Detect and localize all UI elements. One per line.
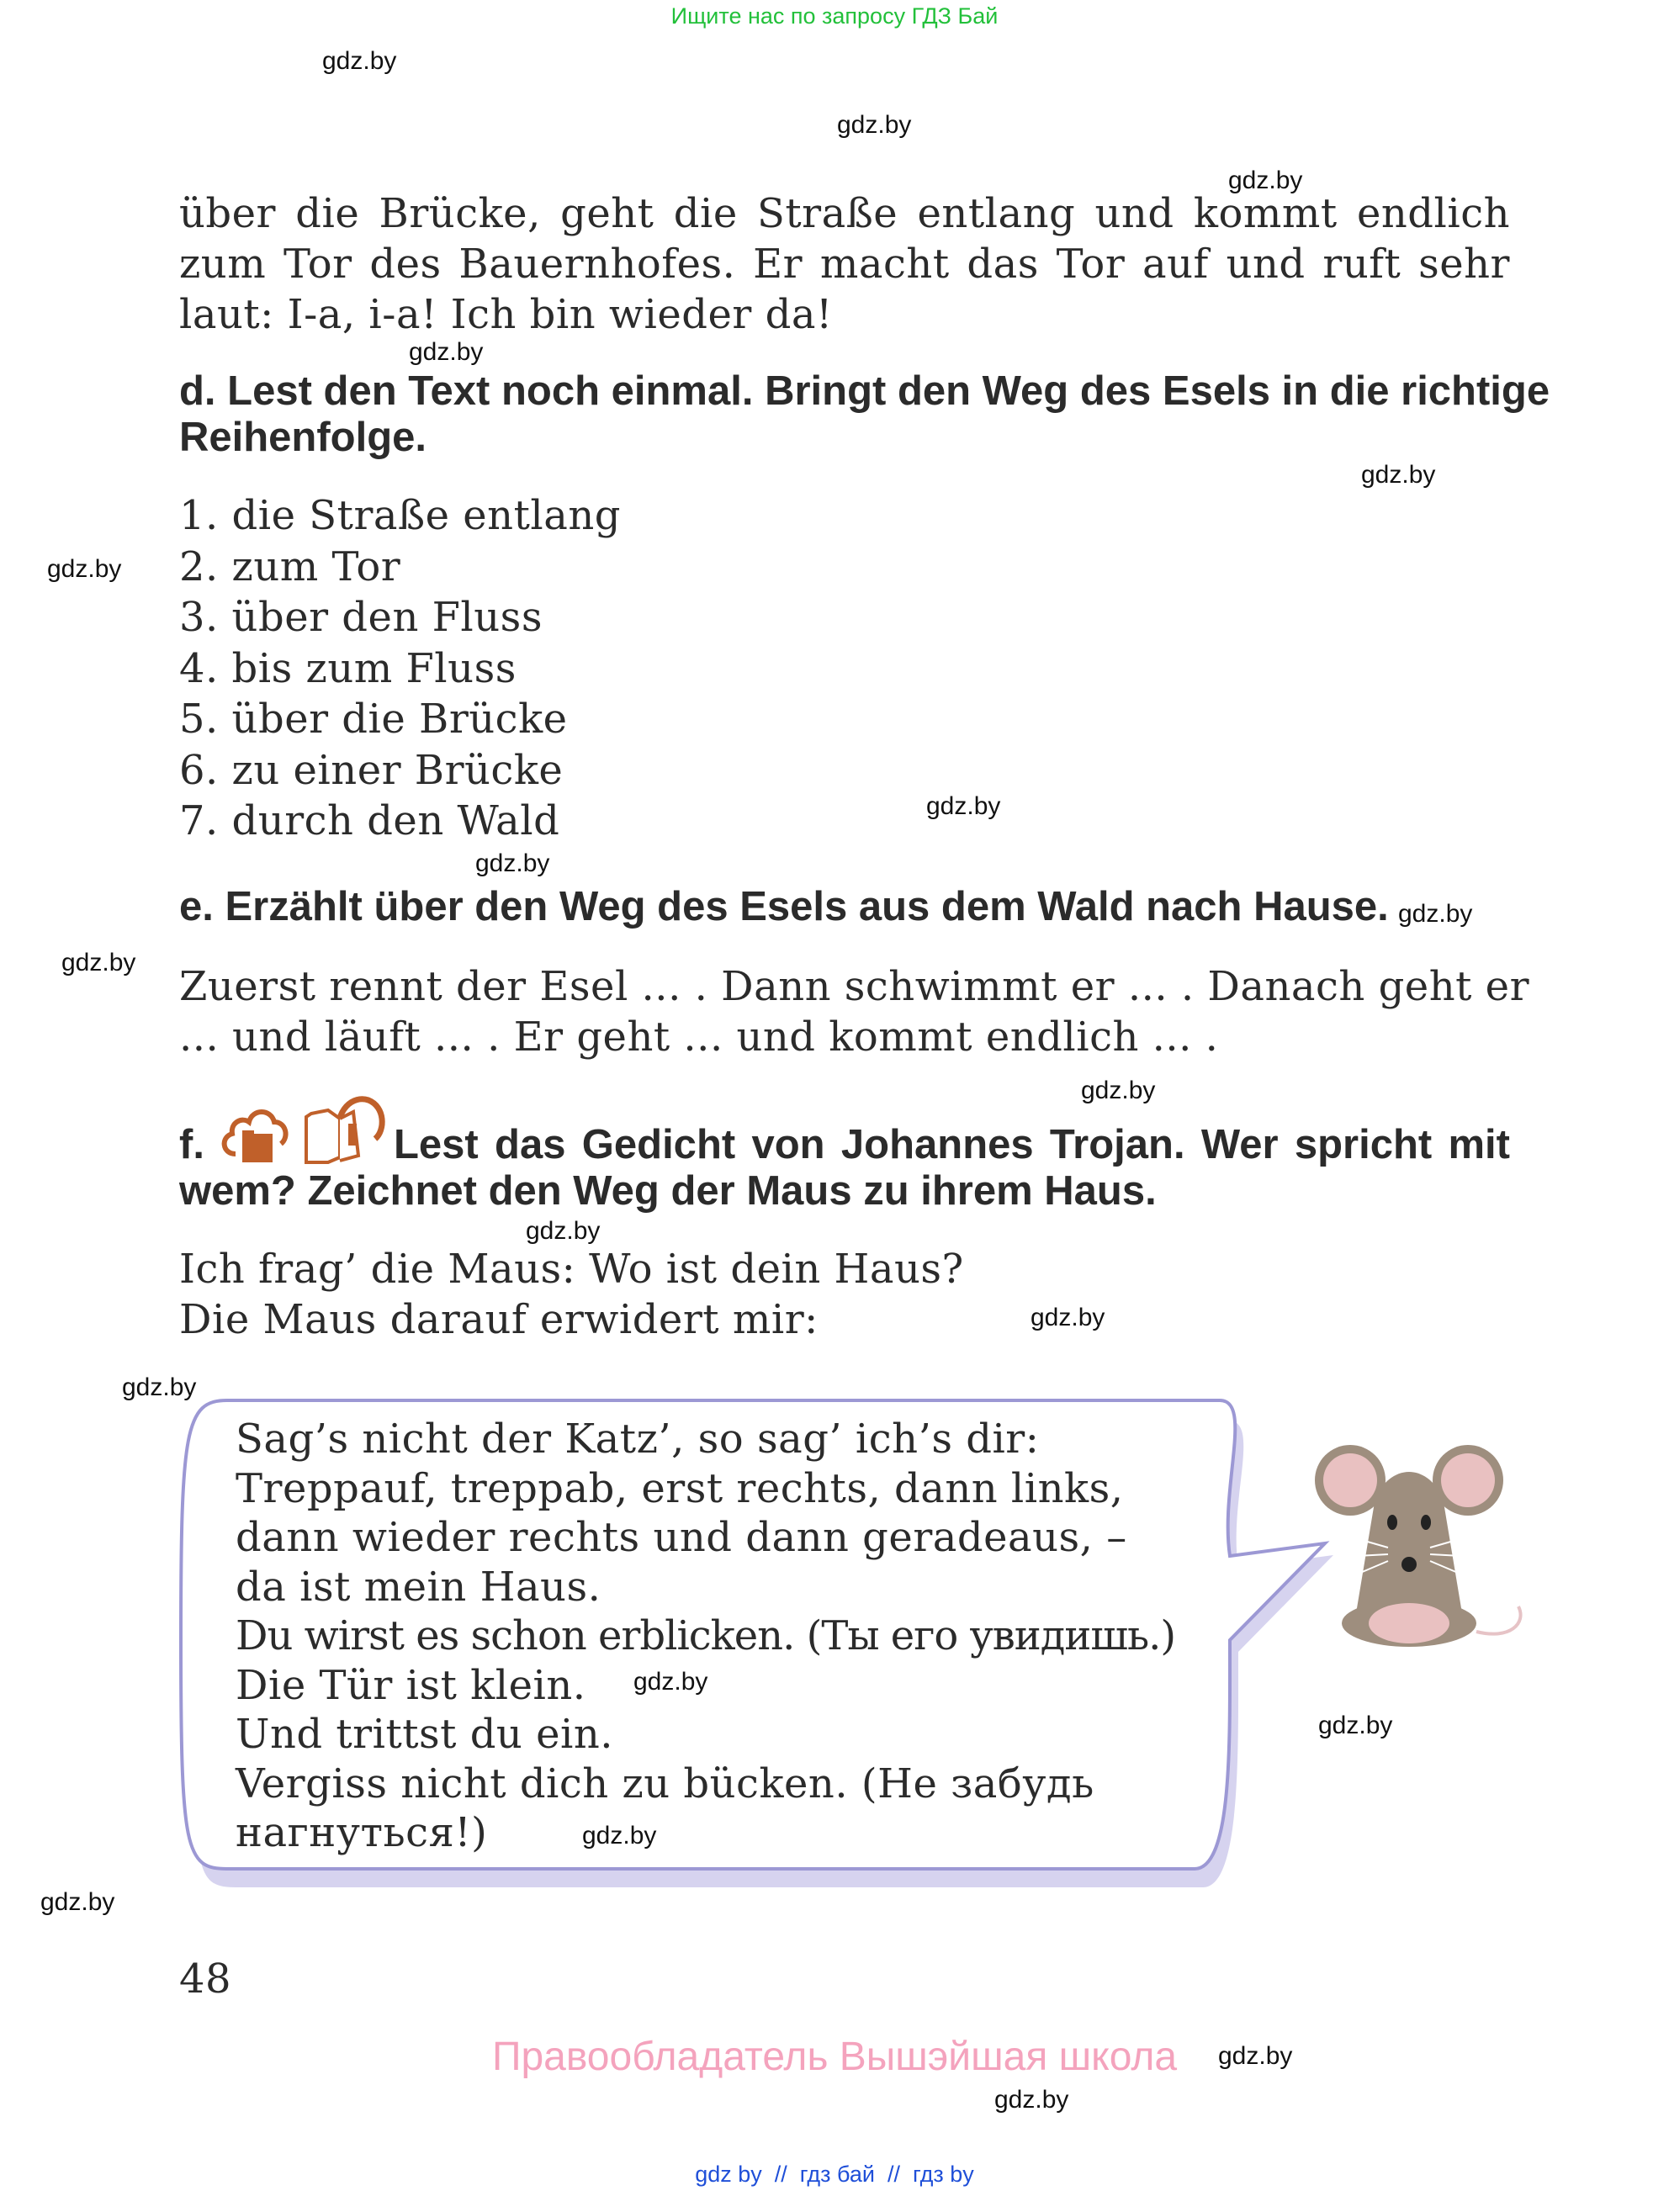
watermark: gdz.by [322, 47, 397, 75]
watermark: gdz.by [994, 2086, 1069, 2114]
watermark: gdz.by [926, 792, 1001, 820]
bubble-line: нагнуться!) [236, 1809, 488, 1856]
list-item: 4. bis zum Fluss [179, 644, 517, 692]
footer-links[interactable]: gdz by // гдз бай // гдз by [695, 2162, 974, 2187]
bubble-line: Die Tür ist klein. [236, 1661, 586, 1709]
watermark: gdz.by [1228, 167, 1303, 194]
mouse-illustration [1308, 1430, 1535, 1657]
task-e-line: ... und läuft ... . Er geht ... und kommt endlich ... . [179, 1013, 1219, 1061]
watermark: gdz.by [122, 1373, 197, 1401]
intro-line: laut: I-a, i-a! Ich bin wieder da! [179, 291, 833, 338]
task-f-line2: wem? Zeichnet den Weg der Maus zu ihrem Haus. [179, 1168, 1157, 1214]
bubble-line: Du wirst es schon erblicken. (Ты его увидишь.) [236, 1612, 1176, 1659]
watermark: gdz.by [1398, 900, 1473, 928]
task-e-line: Zuerst rennt der Esel ... . Dann schwimmt er ... . Danach geht er [179, 963, 1530, 1010]
poem-intro-line: Ich frag’ die Maus: Wo ist dein Haus? [179, 1246, 964, 1293]
top-banner[interactable]: Ищите нас по запросу ГДЗ Бай [670, 3, 999, 29]
task-e-heading: e. Erzählt über den Weg des Esels aus dem Wald nach Hause. [179, 884, 1389, 929]
list-item: 2. zum Tor [179, 542, 401, 590]
list-item: 7. durch den Wald [179, 797, 560, 844]
audio-book-icon [303, 1093, 387, 1165]
bubble-line: dann wieder rechts und dann geradeaus, – [236, 1514, 1127, 1561]
bubble-line: Vergiss nicht dich zu bücken. (Не забудь [236, 1760, 1094, 1807]
bubble-line: da ist mein Haus. [236, 1563, 601, 1611]
page-number: 48 [179, 1955, 232, 2003]
watermark: gdz.by [47, 555, 122, 583]
watermark: gdz.by [1031, 1304, 1105, 1331]
intro-line: zum Tor des Bauernhofes. Er macht das Tor auf und ruft sehr [179, 241, 1510, 288]
task-d-heading-cont: Reihenfolge. [179, 415, 427, 460]
cloud-folder-icon [217, 1102, 293, 1165]
watermark: gdz.by [1361, 461, 1436, 489]
list-item: 6. zu einer Brücke [179, 746, 564, 794]
watermark: gdz.by [61, 949, 136, 976]
bubble-text [236, 1416, 1175, 1859]
watermark: gdz.by [1218, 2042, 1293, 2070]
bubble-line: Und trittst du ein. [236, 1711, 614, 1758]
route-list [179, 492, 621, 849]
watermark: gdz.by [475, 849, 550, 877]
list-item: 5. über die Brücke [179, 696, 568, 743]
watermark: gdz.by [837, 111, 912, 139]
poem-intro-line: Die Maus darauf erwidert mir: [179, 1296, 819, 1343]
watermark: gdz.by [1318, 1712, 1393, 1739]
copyright-notice: Правообладатель Вышэйшая школа [491, 2035, 1178, 2079]
watermark: gdz.by [582, 1822, 657, 1850]
list-item: 1. die Straße entlang [179, 492, 621, 539]
task-f-line1: Lest das Gedicht von Johannes Trojan. Wer spricht mit [394, 1122, 1510, 1167]
intro-line: über die Brücke, geht die Straße entlang und kommt endlich [179, 190, 1510, 237]
watermark: gdz.by [1081, 1077, 1156, 1104]
task-f-label: f. [179, 1122, 204, 1167]
watermark: gdz.by [633, 1668, 708, 1696]
bubble-line: Sag’s nicht der Katz’, so sag’ ich’s dir: [236, 1416, 1040, 1463]
watermark: gdz.by [409, 338, 484, 366]
bubble-line: Treppauf, treppab, erst rechts, dann links, [236, 1464, 1124, 1512]
task-d-heading: d. Lest den Text noch einmal. Bringt den Weg des Esels in die richtige [179, 368, 1550, 414]
watermark: gdz.by [526, 1217, 601, 1245]
list-item: 3. über den Fluss [179, 594, 543, 641]
watermark: gdz.by [40, 1888, 115, 1916]
